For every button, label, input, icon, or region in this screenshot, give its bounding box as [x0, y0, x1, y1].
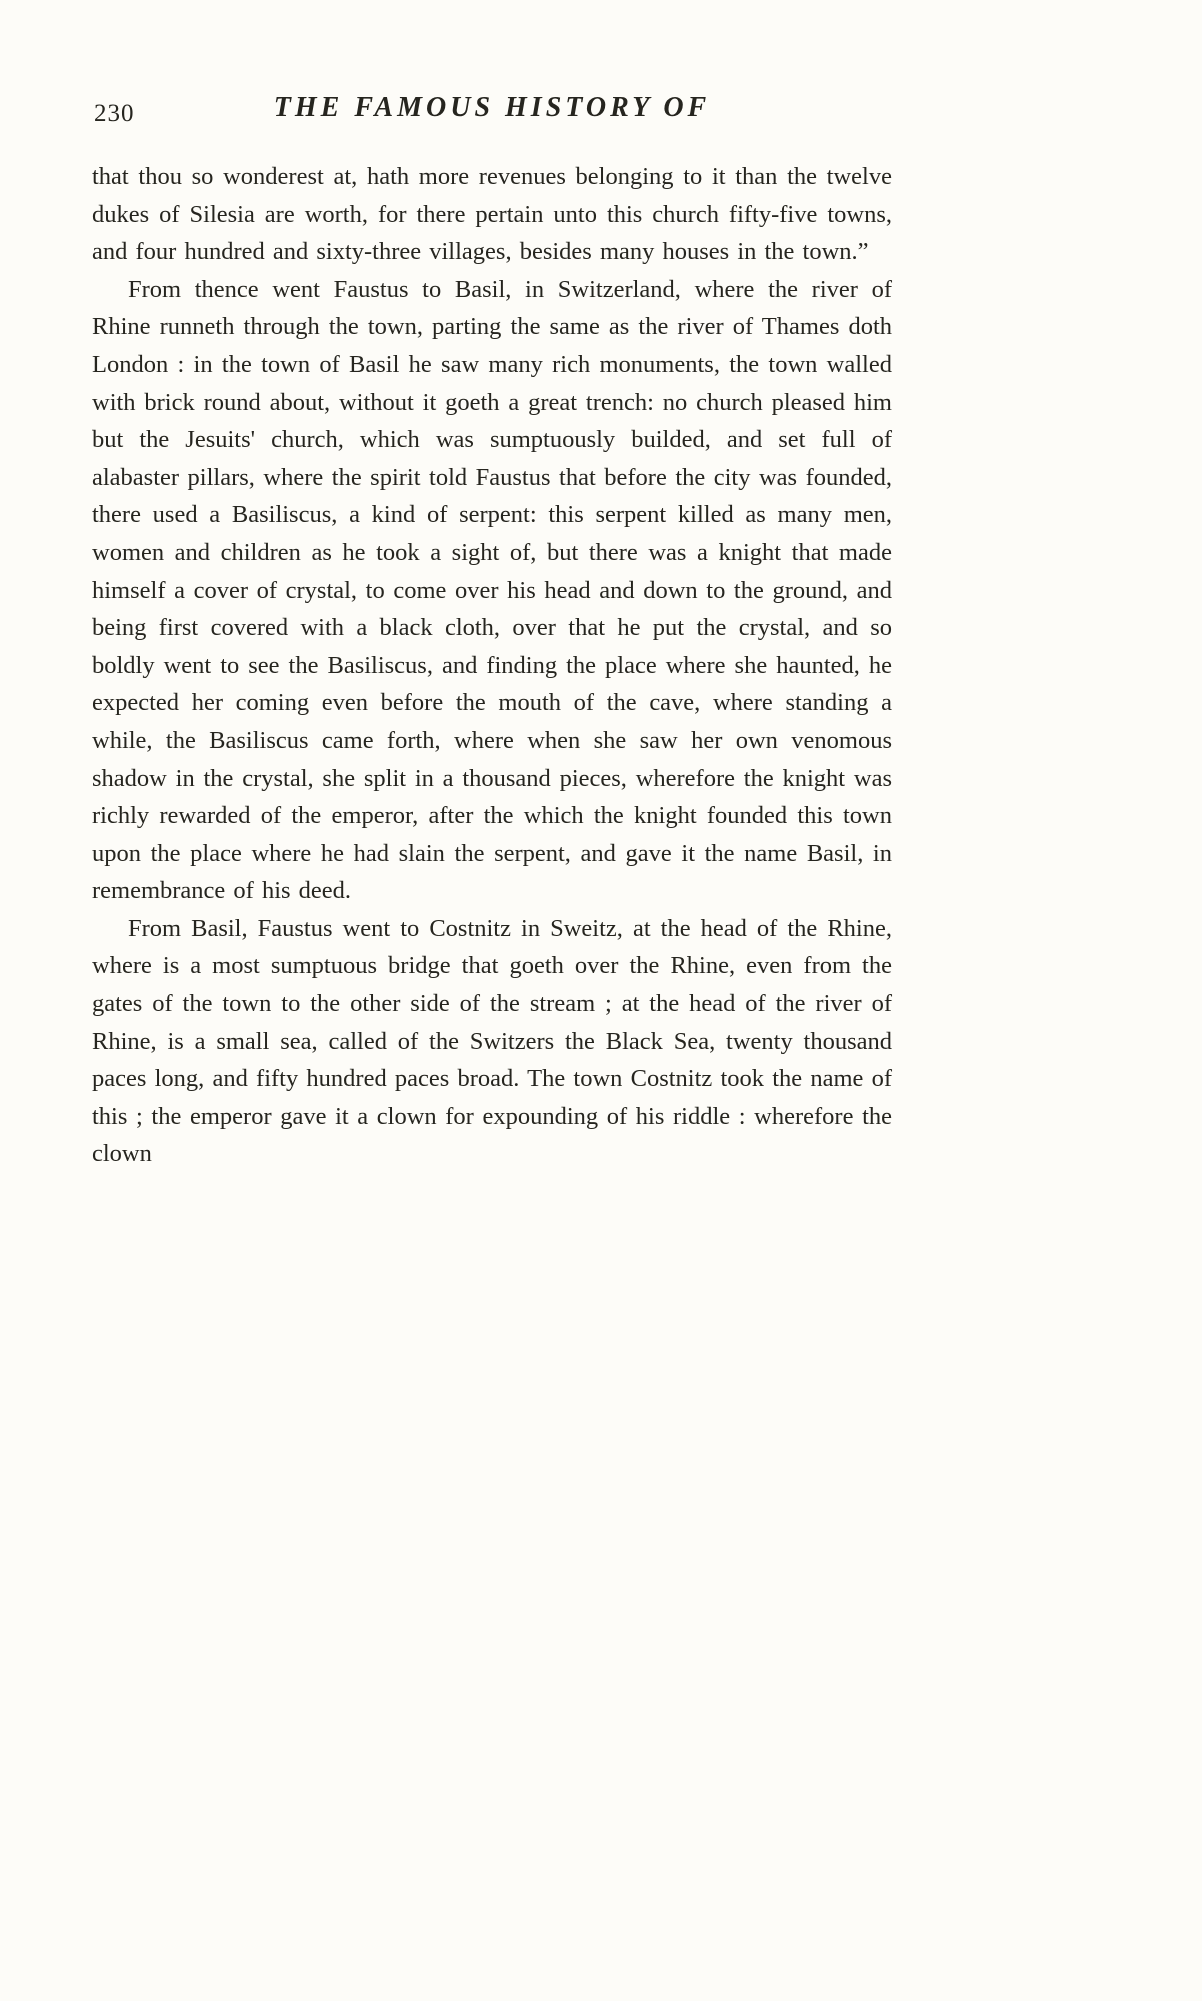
running-title: THE FAMOUS HISTORY OF — [273, 92, 711, 123]
page-content — [92, 92, 892, 1173]
body-text — [92, 158, 892, 1173]
page-number: 230 — [94, 100, 135, 127]
paragraph-costnitz: From Basil, Faustus went to Costnitz in Sweitz, at the head of the Rhine, where is a most sumptuous bridge that goeth over the Rhine, even from the gates of the town to the other side of the stream ; at the head of the river of Rhine, is a small sea, called of the Switzers the Black Sea, twenty thousand paces long, and fifty hundred paces broad. The town Costnitz took the name of this ; the emperor gave it a clown for expounding of his riddle : wherefore the clown — [92, 914, 892, 1168]
paragraph-continuation: that thou so wonderest at, hath more revenues belonging to it than the twelve dukes of Silesia are worth, for there pertain unto this church fifty-five towns, and four hundred and sixty-three villages, besides many houses in the town.” — [92, 163, 892, 266]
page-header — [92, 92, 892, 136]
paragraph-basil: From thence went Faustus to Basil, in Switzerland, where the river of Rhine runneth through the town, parting the same as the river of Thames doth London : in the town of Basil he saw many rich monuments, the town walled with brick round about, without it goeth a great trench: no church pleased him but the Jesuits' church, which was sumptuously builded, and set full of alabaster pillars, where the spirit told Faustus that before the city was founded, there used a Basiliscus, a kind of serpent: this serpent killed as many men, women and children as he took a sight of, but there was a knight that made himself a cover of crystal, to come over his head and down to the ground, and being first covered with a black cloth, over that he put the crystal, and so boldly went to see the Basiliscus, and finding the place where she haunted, he expected her coming even before the mouth of the cave, where standing a while, the Basiliscus came forth, where when she saw her own venomous shadow in the crystal, she split in a thousand pieces, wherefore the knight was richly rewarded of the emperor, after the which the knight founded this town upon the place where he had slain the serpent, and gave it the name Basil, in remembrance of his deed. — [92, 275, 892, 905]
